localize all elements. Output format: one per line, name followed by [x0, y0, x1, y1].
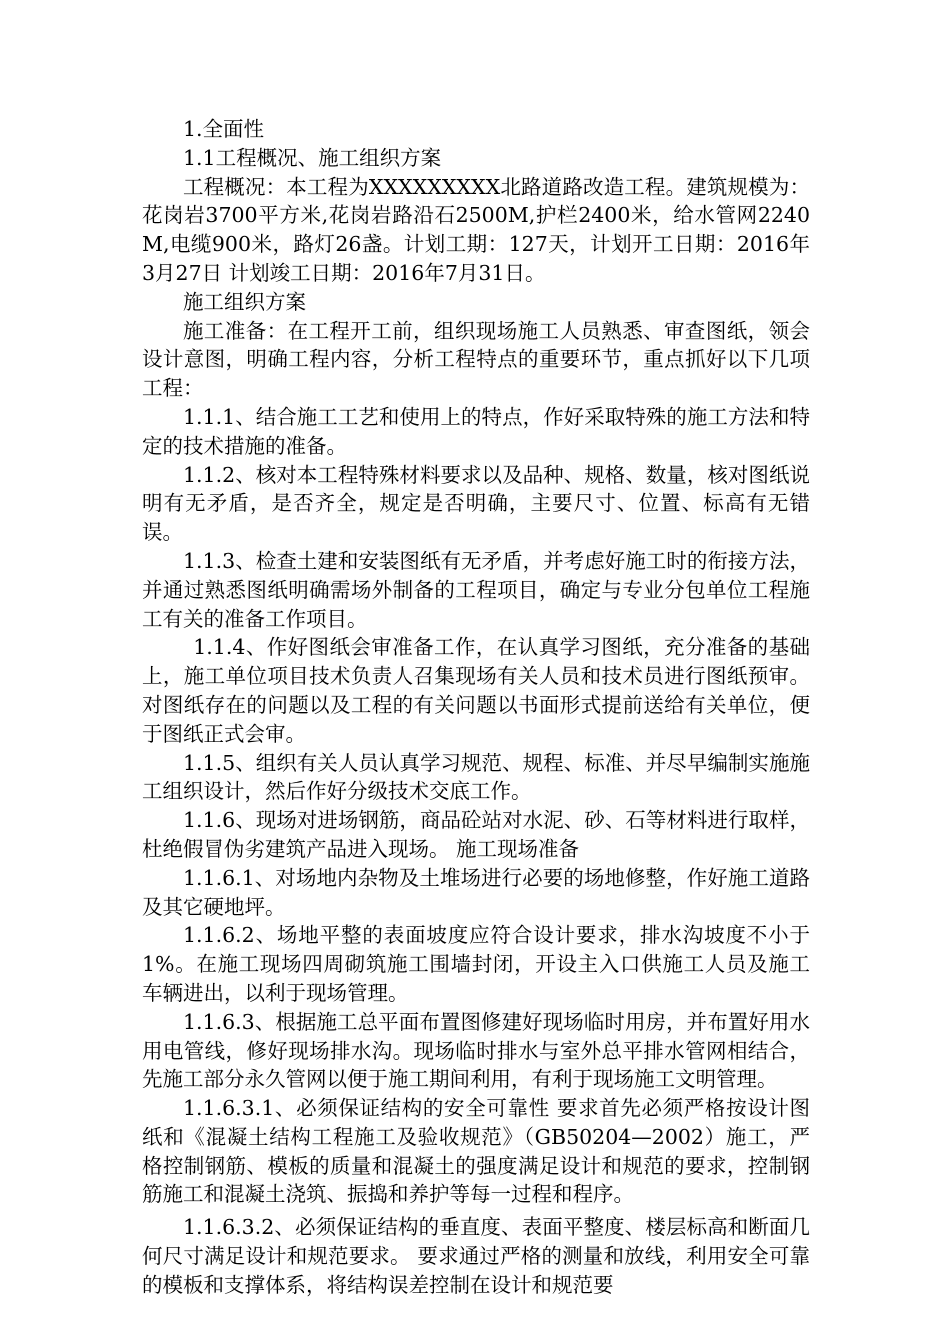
paragraph-1-1-6-3: 1.1.6.3、根据施工总平面布置图修建好现场临时用房，并布置好用水用电管线，修好现场排水沟。现场临时排水与室外总平排水管网相结合，先施工部分永久管网以便于施工期间利用，有利于现场施工文明管理。 — [142, 1009, 810, 1092]
document-page — [142, 115, 810, 1300]
paragraph-1-1-6-2: 1.1.6.2、场地平整的表面坡度应符合设计要求，排水沟坡度不小于1%。在施工现场四周砌筑施工围墙封闭，开设主入口供施工人员及施工车辆进出，以利于现场管理。 — [142, 923, 810, 1005]
paragraph-1-1-6-3-2: 1.1.6.3.2、必须保证结构的垂直度、表面平整度、楼层标高和断面几何尺寸满足设计和规范要求。 要求通过严格的测量和放线，利用安全可靠的模板和支撑体系，将结构误差控制在设计和规范要 — [142, 1215, 810, 1297]
paragraph-1-1-4: 1.1.4、作好图纸会审准备工作，在认真学习图纸，充分准备的基础上，施工单位项目技术负责人召集现场有关人员和技术员进行图纸预审。对图纸存在的问题以及工程的有关问题以书面形式提前送给有关单位，便于图纸正式会审。 — [142, 635, 810, 746]
paragraph-1-1-3: 1.1.3、检查土建和安装图纸有无矛盾，并考虑好施工时的衔接方法，并通过熟悉图纸明确需场外制备的工程项目，确定与专业分包单位工程施工有关的准备工作项目。 — [142, 548, 810, 631]
paragraph-1-1-6-1: 1.1.6.1、对场地内杂物及土堆场进行必要的场地修整，作好施工道路及其它硬地坪。 — [142, 865, 810, 919]
paragraph-1-1-5: 1.1.5、组织有关人员认真学习规范、规程、标准、并尽早编制实施施工组织设计，然后作好分级技术交底工作。 — [142, 750, 810, 804]
paragraph-1-1-2: 1.1.2、核对本工程特殊材料要求以及品种、规格、数量，核对图纸说明有无矛盾，是否齐全，规定是否明确，主要尺寸、位置、标高有无错误。 — [142, 462, 810, 545]
paragraph-1-1-1: 1.1.1、结合施工工艺和使用上的特点，作好采取特殊的施工方法和特定的技术措施的准备。 — [142, 404, 810, 458]
subsection-heading: 1.1工程概况、施工组织方案 — [183, 145, 442, 170]
paragraph-1-1-6-3-1: 1.1.6.3.1、必须保证结构的安全可靠性 要求首先必须严格按设计图纸和《混凝土结构工程施工及验收规范》（GB50204—2002）施工，严格控制钢筋、模板的质量和混凝土的强度满足设计和规范的要求，控制钢筋施工和混凝土浇筑、振捣和养护等每一过程和程序。 — [142, 1096, 810, 1207]
paragraph-heading-organization: 施工组织方案 — [183, 289, 306, 314]
section-heading: 1.全面性 — [183, 117, 265, 141]
paragraph-1-1-6: 1.1.6、现场对进场钢筋，商品砼站对水泥、砂、石等材料进行取样，杜绝假冒伪劣建筑产品进入现场。 施工现场准备 — [142, 808, 810, 861]
paragraph-preparation: 施工准备：在工程开工前，组织现场施工人员熟悉、审查图纸，领会设计意图，明确工程内容，分析工程特点的重要环节，重点抓好以下几项工程： — [142, 318, 810, 401]
paragraph-project-overview: 工程概况：本工程为XXXXXXXXX北路道路改造工程。建筑规模为：花岗岩3700平方米,花岗岩路沿石2500M,护栏2400米，给水管网2240M,电缆900米，路灯26盏。计划工期：127天，计划开工日期：2016年3月27日 计划竣工日期：2016年7月31日。 — [142, 174, 810, 285]
